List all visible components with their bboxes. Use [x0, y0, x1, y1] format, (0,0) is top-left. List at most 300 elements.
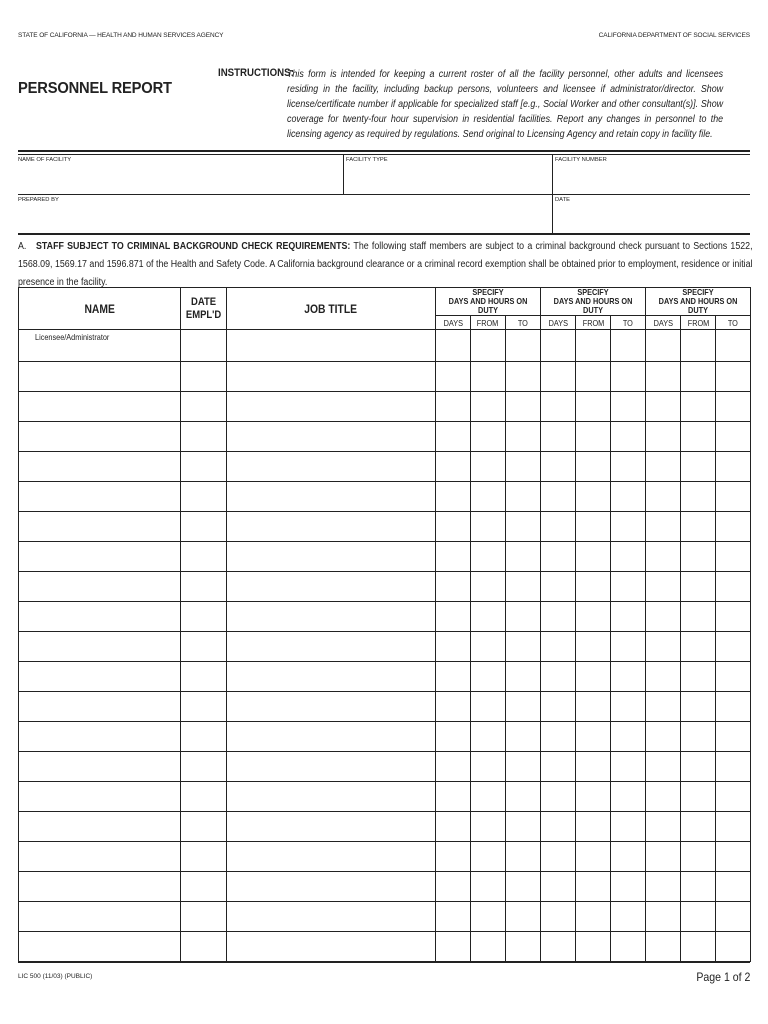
table-cell[interactable]: [181, 542, 227, 572]
table-cell[interactable]: [19, 872, 181, 902]
table-cell[interactable]: [471, 542, 506, 572]
table-cell[interactable]: [506, 902, 541, 932]
table-cell[interactable]: [436, 452, 471, 482]
table-cell[interactable]: [681, 932, 716, 962]
table-cell[interactable]: [227, 452, 436, 482]
table-cell[interactable]: [541, 542, 576, 572]
table-cell[interactable]: [611, 542, 646, 572]
table-cell[interactable]: [681, 362, 716, 392]
table-cell[interactable]: [611, 362, 646, 392]
table-cell[interactable]: [436, 692, 471, 722]
from-subheader: FROM: [471, 316, 506, 330]
table-cell[interactable]: [436, 602, 471, 632]
table-cell[interactable]: [471, 872, 506, 902]
table-cell[interactable]: [227, 782, 436, 812]
table-cell[interactable]: [611, 662, 646, 692]
table-cell[interactable]: [436, 932, 471, 962]
table-cell[interactable]: [227, 602, 436, 632]
table-cell[interactable]: [19, 542, 181, 572]
table-cell[interactable]: [681, 422, 716, 452]
table-cell[interactable]: [19, 330, 181, 362]
table-cell[interactable]: [181, 722, 227, 752]
table-cell[interactable]: [471, 812, 506, 842]
facility-number-label: FACILITY NUMBER: [555, 157, 607, 163]
table-cell[interactable]: [227, 902, 436, 932]
table-row: [19, 452, 751, 482]
table-cell[interactable]: [576, 542, 611, 572]
table-cell[interactable]: [227, 572, 436, 602]
table-cell[interactable]: [646, 482, 681, 512]
table-cell[interactable]: [181, 482, 227, 512]
table-cell[interactable]: [541, 812, 576, 842]
table-cell[interactable]: [681, 572, 716, 602]
bottom-rule: [18, 962, 750, 963]
table-cell[interactable]: [471, 330, 506, 362]
table-cell[interactable]: [506, 572, 541, 602]
table-cell[interactable]: [436, 722, 471, 752]
table-cell[interactable]: [716, 422, 751, 452]
table-cell[interactable]: [181, 842, 227, 872]
table-cell[interactable]: [227, 842, 436, 872]
table-cell[interactable]: [181, 692, 227, 722]
table-cell[interactable]: [681, 812, 716, 842]
agency-header: STATE OF CALIFORNIA — HEALTH AND HUMAN SERVICES AGENCY: [18, 32, 224, 39]
table-cell[interactable]: [181, 782, 227, 812]
table-cell[interactable]: [646, 902, 681, 932]
table-cell[interactable]: [576, 512, 611, 542]
table-cell[interactable]: [506, 602, 541, 632]
table-cell[interactable]: [646, 392, 681, 422]
shift-1-header: SPECIFY DAYS AND HOURS ON DUTY: [436, 288, 541, 316]
table-cell[interactable]: [506, 842, 541, 872]
table-cell[interactable]: [576, 362, 611, 392]
table-cell[interactable]: [436, 392, 471, 422]
from-subheader: FROM: [681, 316, 716, 330]
table-row: [19, 482, 751, 512]
table-cell[interactable]: [611, 512, 646, 542]
table-cell[interactable]: [541, 752, 576, 782]
table-cell[interactable]: [227, 542, 436, 572]
table-cell[interactable]: [646, 722, 681, 752]
table-cell[interactable]: [646, 602, 681, 632]
table-cell[interactable]: [541, 872, 576, 902]
table-cell[interactable]: [181, 662, 227, 692]
table-cell[interactable]: [471, 782, 506, 812]
name-column-header: NAME: [19, 288, 181, 330]
table-cell[interactable]: [227, 632, 436, 662]
table-cell[interactable]: [181, 512, 227, 542]
table-cell[interactable]: [716, 902, 751, 932]
table-cell[interactable]: [716, 392, 751, 422]
table-cell[interactable]: [181, 362, 227, 392]
table-cell[interactable]: [541, 452, 576, 482]
table-cell[interactable]: [471, 932, 506, 962]
table-cell[interactable]: [681, 392, 716, 422]
table-cell[interactable]: [646, 932, 681, 962]
table-row: [19, 602, 751, 632]
table-cell[interactable]: [646, 452, 681, 482]
table-cell[interactable]: [471, 422, 506, 452]
prepared-by-label: PREPARED BY: [18, 197, 59, 203]
table-cell[interactable]: [681, 782, 716, 812]
table-cell[interactable]: [646, 812, 681, 842]
table-cell[interactable]: [576, 842, 611, 872]
table-cell[interactable]: [611, 812, 646, 842]
table-cell[interactable]: [471, 602, 506, 632]
field-divider: [343, 154, 344, 194]
table-row: [19, 632, 751, 662]
table-cell[interactable]: [576, 452, 611, 482]
table-cell[interactable]: [716, 452, 751, 482]
table-cell[interactable]: [681, 602, 716, 632]
table-cell[interactable]: [506, 542, 541, 572]
table-cell[interactable]: [716, 932, 751, 962]
table-cell[interactable]: [611, 452, 646, 482]
table-cell[interactable]: [227, 512, 436, 542]
table-cell[interactable]: [471, 392, 506, 422]
table-cell[interactable]: [541, 782, 576, 812]
table-cell[interactable]: [611, 902, 646, 932]
licensee-administrator-label: Licensee/Administrator: [35, 332, 110, 342]
table-cell[interactable]: [181, 932, 227, 962]
table-cell[interactable]: [716, 722, 751, 752]
table-cell[interactable]: [716, 362, 751, 392]
table-cell[interactable]: [716, 812, 751, 842]
table-cell[interactable]: [611, 752, 646, 782]
table-row: [19, 752, 751, 782]
table-cell[interactable]: [646, 632, 681, 662]
table-cell[interactable]: [716, 692, 751, 722]
table-cell[interactable]: [681, 452, 716, 482]
table-cell[interactable]: [646, 512, 681, 542]
table-cell[interactable]: [716, 542, 751, 572]
facility-type-label: FACILITY TYPE: [346, 157, 388, 163]
field-rule: [18, 194, 750, 195]
table-cell[interactable]: [646, 842, 681, 872]
table-cell[interactable]: [576, 692, 611, 722]
table-cell[interactable]: [506, 662, 541, 692]
table-cell[interactable]: [576, 330, 611, 362]
table-cell[interactable]: [611, 482, 646, 512]
table-cell[interactable]: [681, 902, 716, 932]
table-cell[interactable]: [471, 452, 506, 482]
table-cell[interactable]: [19, 782, 181, 812]
table-cell[interactable]: [646, 692, 681, 722]
table-cell[interactable]: [227, 422, 436, 452]
table-cell[interactable]: [611, 842, 646, 872]
table-cell[interactable]: [471, 752, 506, 782]
table-cell[interactable]: [436, 842, 471, 872]
department-header: CALIFORNIA DEPARTMENT OF SOCIAL SERVICES: [598, 32, 750, 39]
table-cell[interactable]: [541, 842, 576, 872]
table-cell[interactable]: [227, 812, 436, 842]
table-cell[interactable]: [541, 362, 576, 392]
table-cell[interactable]: [716, 482, 751, 512]
table-row: [19, 692, 751, 722]
table-cell[interactable]: [19, 812, 181, 842]
table-row: [19, 872, 751, 902]
table-cell[interactable]: [471, 692, 506, 722]
table-cell[interactable]: [181, 602, 227, 632]
table-cell[interactable]: [611, 632, 646, 662]
table-cell[interactable]: [576, 572, 611, 602]
table-cell[interactable]: [611, 392, 646, 422]
table-cell[interactable]: [471, 572, 506, 602]
table-row: [19, 542, 751, 572]
table-cell[interactable]: [471, 842, 506, 872]
table-cell[interactable]: [611, 872, 646, 902]
table-cell[interactable]: [181, 872, 227, 902]
table-cell[interactable]: [506, 782, 541, 812]
table-cell[interactable]: [436, 902, 471, 932]
table-cell[interactable]: [506, 482, 541, 512]
table-cell[interactable]: [506, 512, 541, 542]
table-cell[interactable]: [471, 902, 506, 932]
table-cell[interactable]: [506, 422, 541, 452]
table-cell[interactable]: [541, 422, 576, 452]
table-cell[interactable]: [716, 512, 751, 542]
table-cell[interactable]: [576, 752, 611, 782]
table-cell[interactable]: [611, 692, 646, 722]
table-cell[interactable]: [681, 842, 716, 872]
table-cell[interactable]: [681, 662, 716, 692]
days-subheader: DAYS: [646, 316, 681, 330]
to-subheader: TO: [716, 316, 751, 330]
table-cell[interactable]: [611, 722, 646, 752]
table-cell[interactable]: [576, 422, 611, 452]
date-employed-header: DATE EMPL'D: [181, 288, 227, 330]
table-cell[interactable]: [541, 932, 576, 962]
table-cell[interactable]: [646, 662, 681, 692]
table-row: [19, 782, 751, 812]
table-cell[interactable]: [541, 632, 576, 662]
table-cell[interactable]: [506, 932, 541, 962]
table-cell[interactable]: [576, 722, 611, 752]
table-cell[interactable]: [506, 722, 541, 752]
table-cell[interactable]: [19, 692, 181, 722]
table-cell[interactable]: [611, 572, 646, 602]
table-cell[interactable]: [716, 572, 751, 602]
table-row: [19, 662, 751, 692]
table-cell[interactable]: [19, 362, 181, 392]
table-cell[interactable]: [181, 452, 227, 482]
table-cell[interactable]: [646, 362, 681, 392]
table-cell[interactable]: [19, 662, 181, 692]
table-cell[interactable]: [436, 662, 471, 692]
table-cell[interactable]: [436, 422, 471, 452]
table-cell[interactable]: [506, 392, 541, 422]
table-cell[interactable]: [681, 722, 716, 752]
table-cell[interactable]: [436, 812, 471, 842]
to-subheader: TO: [611, 316, 646, 330]
table-cell[interactable]: [576, 932, 611, 962]
table-cell[interactable]: [19, 902, 181, 932]
table-cell[interactable]: [19, 932, 181, 962]
table-cell[interactable]: [227, 482, 436, 512]
table-cell[interactable]: [576, 812, 611, 842]
table-row: [19, 330, 751, 362]
form-id: LIC 500 (11/03) (PUBLIC): [18, 973, 93, 980]
table-cell[interactable]: [436, 482, 471, 512]
top-rule: [18, 150, 750, 152]
table-cell[interactable]: [19, 722, 181, 752]
table-cell[interactable]: [716, 330, 751, 362]
table-cell[interactable]: [576, 482, 611, 512]
table-cell[interactable]: [227, 362, 436, 392]
table-cell[interactable]: [19, 752, 181, 782]
table-cell[interactable]: [19, 602, 181, 632]
table-cell[interactable]: [471, 662, 506, 692]
table-row: [19, 812, 751, 842]
table-cell[interactable]: [611, 602, 646, 632]
table-cell[interactable]: [506, 632, 541, 662]
table-row: [19, 512, 751, 542]
table-cell[interactable]: [576, 392, 611, 422]
table-cell[interactable]: [471, 482, 506, 512]
table-cell[interactable]: [576, 902, 611, 932]
table-cell[interactable]: [227, 692, 436, 722]
table-cell[interactable]: [227, 752, 436, 782]
table-cell[interactable]: [541, 692, 576, 722]
table-cell[interactable]: [716, 602, 751, 632]
table-cell[interactable]: [506, 362, 541, 392]
table-cell[interactable]: [611, 782, 646, 812]
table-cell[interactable]: [576, 632, 611, 662]
table-cell[interactable]: [181, 422, 227, 452]
table-cell[interactable]: [681, 512, 716, 542]
table-cell[interactable]: [181, 752, 227, 782]
table-cell[interactable]: [646, 422, 681, 452]
table-cell[interactable]: [181, 330, 227, 362]
table-cell[interactable]: [436, 512, 471, 542]
table-cell[interactable]: [541, 602, 576, 632]
table-cell[interactable]: [681, 542, 716, 572]
table-cell[interactable]: [506, 692, 541, 722]
table-cell[interactable]: [19, 482, 181, 512]
table-cell[interactable]: [716, 752, 751, 782]
table-cell[interactable]: [681, 330, 716, 362]
table-cell[interactable]: [19, 632, 181, 662]
table-cell[interactable]: [716, 782, 751, 812]
table-cell[interactable]: [716, 842, 751, 872]
table-cell[interactable]: [611, 932, 646, 962]
table-cell[interactable]: [681, 752, 716, 782]
table-cell[interactable]: [716, 872, 751, 902]
field-rule-bottom: [18, 233, 750, 235]
from-subheader: FROM: [576, 316, 611, 330]
table-cell[interactable]: [19, 422, 181, 452]
table-cell[interactable]: [436, 632, 471, 662]
to-subheader: TO: [506, 316, 541, 330]
table-cell[interactable]: [646, 572, 681, 602]
table-cell[interactable]: [576, 662, 611, 692]
table-cell[interactable]: [436, 330, 471, 362]
shift-2-header: SPECIFY DAYS AND HOURS ON DUTY: [541, 288, 646, 316]
name-of-facility-label: NAME OF FACILITY: [18, 157, 72, 163]
table-cell[interactable]: [19, 392, 181, 422]
table-cell[interactable]: [716, 632, 751, 662]
table-cell[interactable]: [181, 392, 227, 422]
table-row: [19, 362, 751, 392]
table-cell[interactable]: [646, 752, 681, 782]
page-title: PERSONNEL REPORT: [18, 80, 172, 97]
table-cell[interactable]: [227, 722, 436, 752]
table-cell[interactable]: [436, 782, 471, 812]
table-cell[interactable]: [576, 872, 611, 902]
table-cell[interactable]: [611, 422, 646, 452]
table-cell[interactable]: [506, 752, 541, 782]
days-subheader: DAYS: [541, 316, 576, 330]
instructions-text: This form is intended for keeping a current roster of all the facility personnel, other adults and licensees residing in the facility, including backup persons, volunteers and licensee if administrator/director. Show license/certificate number if applicable for specialized staff [e.g., Social Worker and other consultant(s)]. Show coverage for twenty-four hour supervision in residential facilities. Report any changes in personnel to the licensing agency as required by regulations. Send original to Licensing Agency and retain copy in facility file.: [287, 69, 724, 140]
table-cell[interactable]: [436, 542, 471, 572]
table-cell[interactable]: [541, 722, 576, 752]
table-cell[interactable]: [681, 482, 716, 512]
table-cell[interactable]: [541, 572, 576, 602]
table-cell[interactable]: [646, 782, 681, 812]
table-cell[interactable]: [646, 542, 681, 572]
table-cell[interactable]: [541, 902, 576, 932]
section-a-heading: STAFF SUBJECT TO CRIMINAL BACKGROUND CHECK REQUIREMENTS:: [36, 241, 351, 252]
table-cell[interactable]: [471, 632, 506, 662]
table-cell[interactable]: [646, 330, 681, 362]
section-a-body: The following staff members are subject to a criminal background check pursuant to Sections 1522, 1568.09, 1569.17 and 1596.871 of the Health and Safety Code. A California background clearance or a criminal record exemption shall be obtained prior to employment, residence or initial presence in the facility.: [18, 241, 753, 288]
table-cell[interactable]: [471, 722, 506, 752]
table-cell[interactable]: [19, 572, 181, 602]
table-cell[interactable]: [227, 330, 436, 362]
table-row: [19, 902, 751, 932]
table-cell[interactable]: [541, 330, 576, 362]
table-cell[interactable]: [646, 872, 681, 902]
days-subheader: DAYS: [436, 316, 471, 330]
section-a-text: [18, 238, 753, 292]
table-cell[interactable]: [541, 662, 576, 692]
table-row: [19, 572, 751, 602]
table-cell[interactable]: [19, 452, 181, 482]
table-cell[interactable]: [436, 572, 471, 602]
table-cell[interactable]: [681, 692, 716, 722]
table-cell[interactable]: [506, 330, 541, 362]
table-cell[interactable]: [471, 362, 506, 392]
table-cell[interactable]: [681, 872, 716, 902]
table-cell[interactable]: [541, 512, 576, 542]
table-cell[interactable]: [19, 512, 181, 542]
table-cell[interactable]: [471, 512, 506, 542]
table-cell[interactable]: [227, 662, 436, 692]
page-number: Page 1 of 2: [695, 970, 750, 984]
table-cell[interactable]: [227, 392, 436, 422]
table-cell[interactable]: [19, 842, 181, 872]
table-cell[interactable]: [227, 932, 436, 962]
table-cell[interactable]: [181, 902, 227, 932]
table-cell[interactable]: [436, 362, 471, 392]
table-cell[interactable]: [506, 872, 541, 902]
table-cell[interactable]: [227, 872, 436, 902]
table-cell[interactable]: [181, 812, 227, 842]
table-cell[interactable]: [181, 632, 227, 662]
table-cell[interactable]: [716, 662, 751, 692]
table-cell[interactable]: [436, 752, 471, 782]
table-cell[interactable]: [681, 632, 716, 662]
table-cell[interactable]: [576, 782, 611, 812]
table-cell[interactable]: [436, 872, 471, 902]
table-cell[interactable]: [506, 812, 541, 842]
table-cell[interactable]: [541, 482, 576, 512]
table-cell[interactable]: [506, 452, 541, 482]
table-cell[interactable]: [611, 330, 646, 362]
table-cell[interactable]: [576, 602, 611, 632]
table-cell[interactable]: [181, 572, 227, 602]
table-cell[interactable]: [541, 392, 576, 422]
